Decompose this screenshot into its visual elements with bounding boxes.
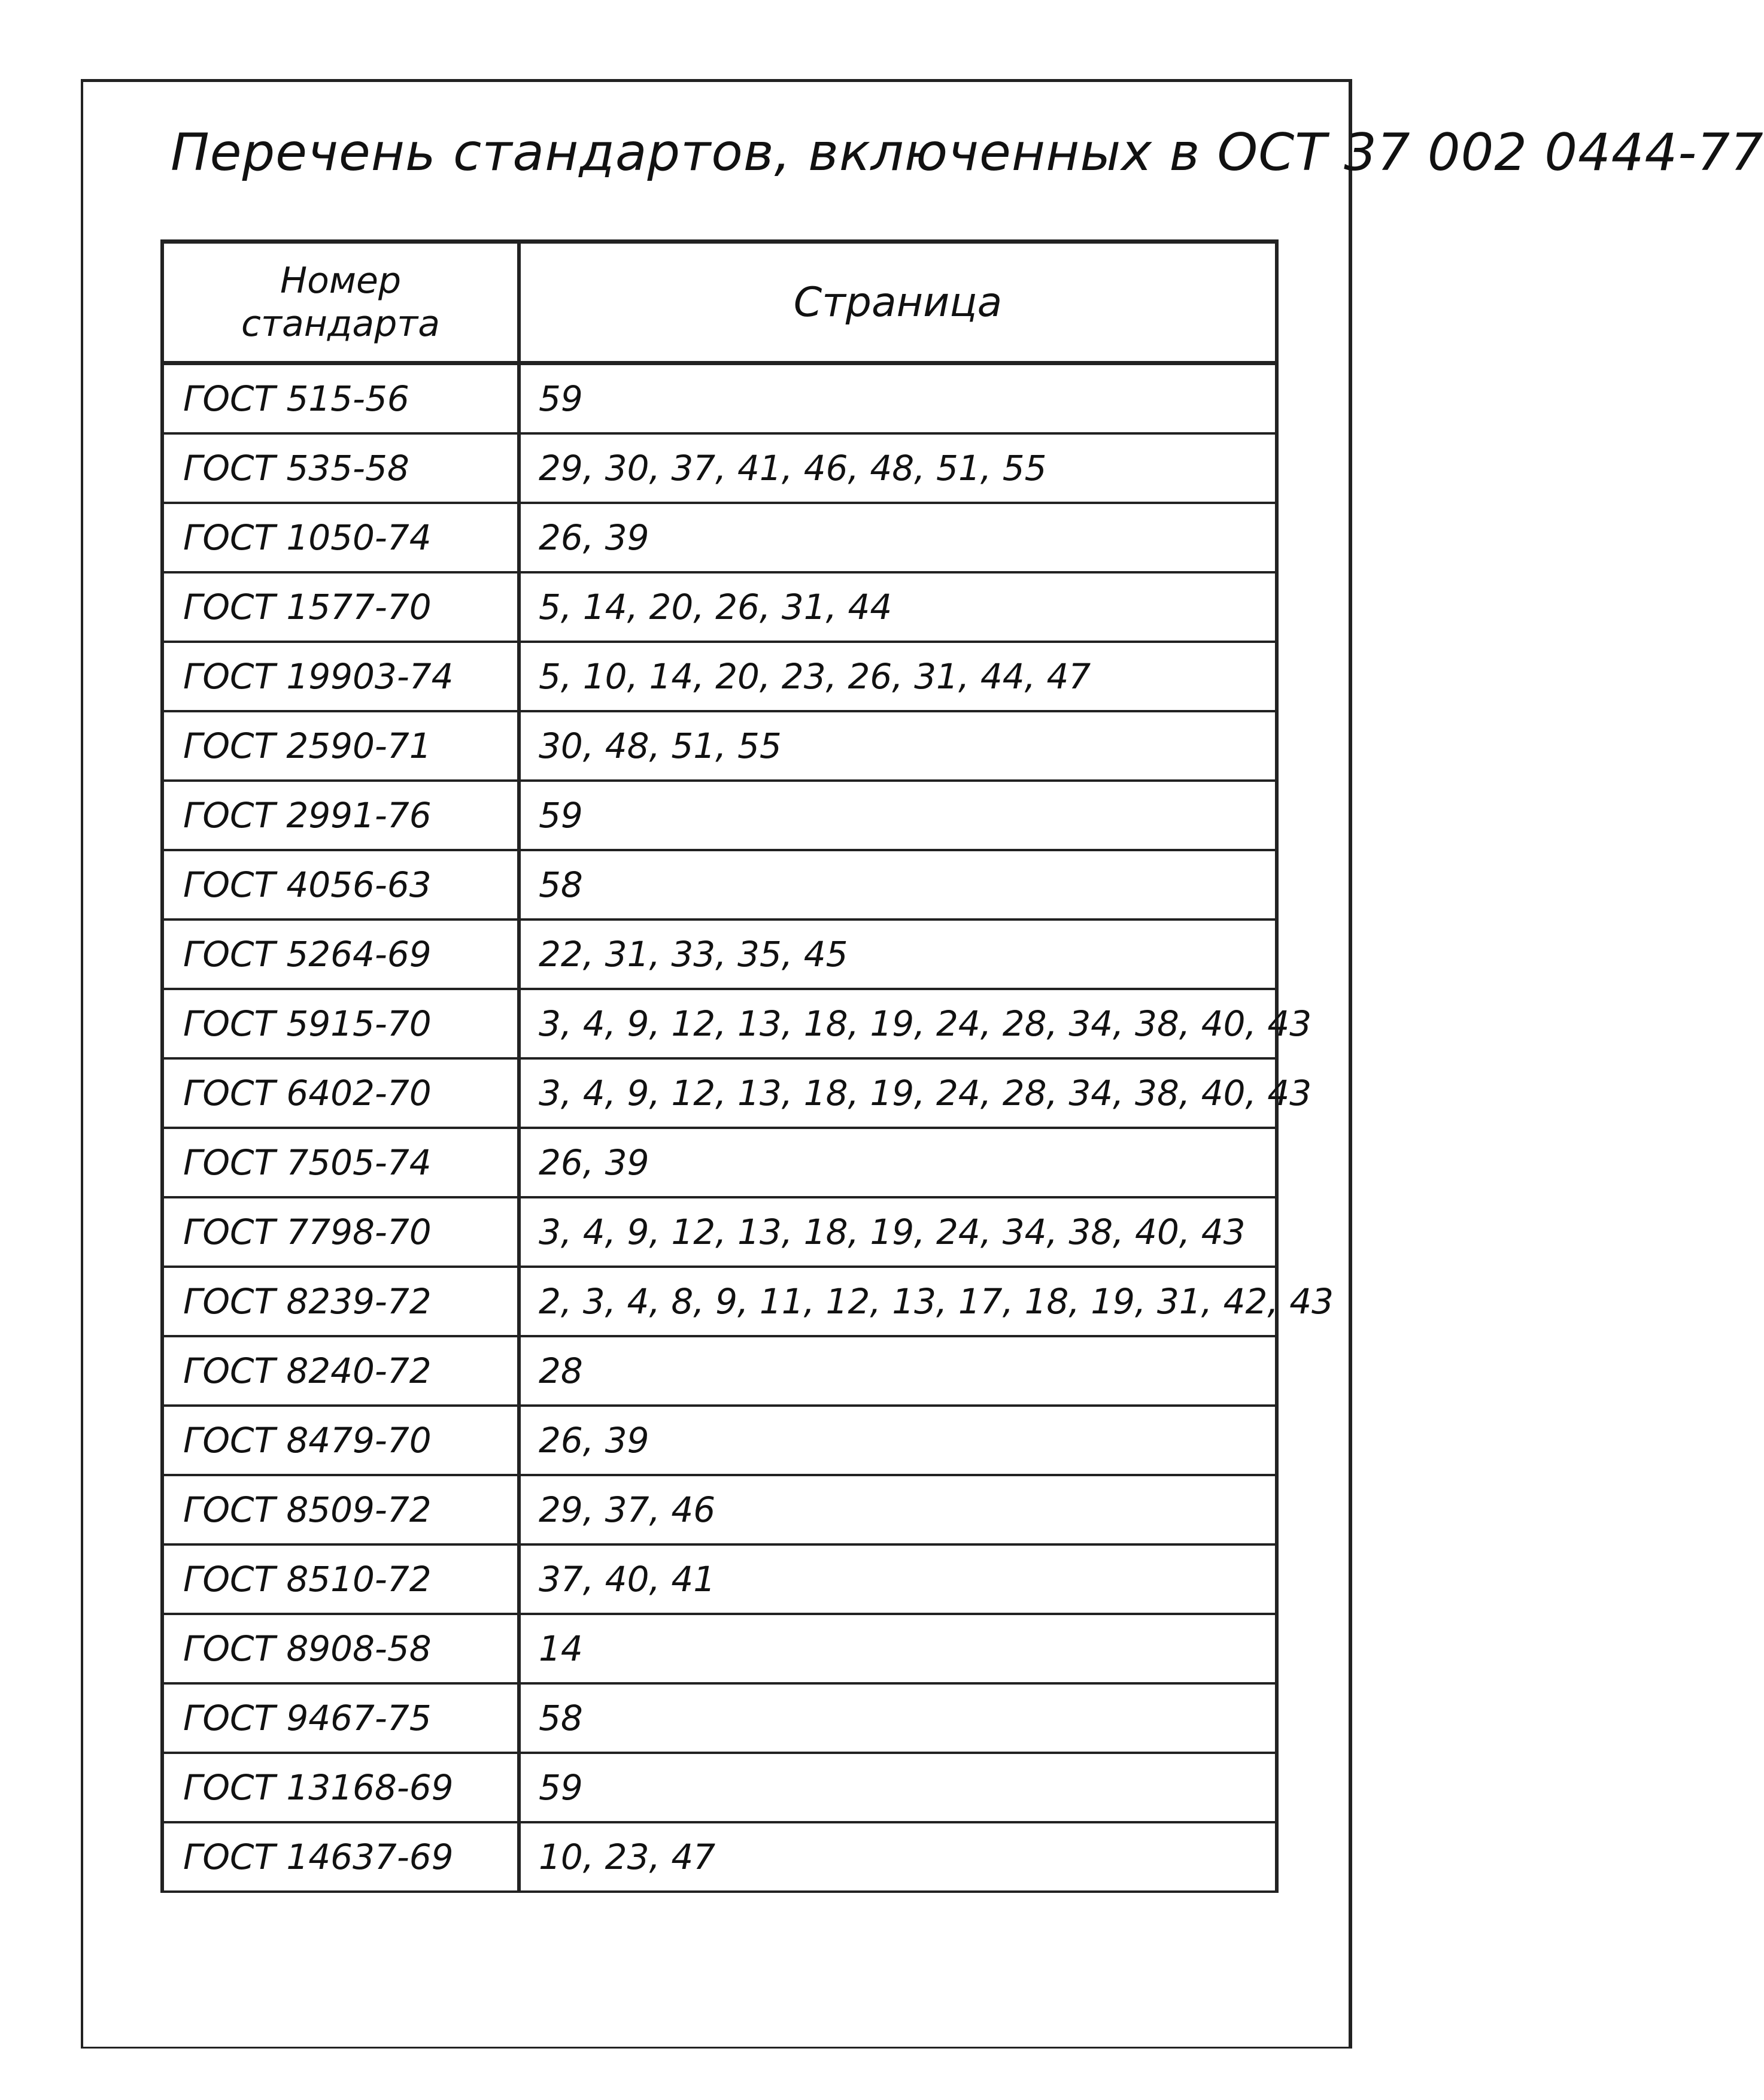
standards-table xyxy=(160,239,1334,1893)
table-row xyxy=(162,363,1277,434)
header-standard-number-line1: Номер xyxy=(280,260,402,302)
table-row xyxy=(162,1128,1277,1197)
table-row xyxy=(162,1475,1277,1544)
standard-number-cell: ГОСТ 2590-71 xyxy=(162,711,519,781)
pages-cell: 14 xyxy=(519,1614,1277,1683)
pages-cell: 2, 3, 4, 8, 9, 11, 12, 13, 17, 18, 19, 31, 42, 43 xyxy=(519,1267,1277,1336)
pages-cell: 5, 10, 14, 20, 23, 26, 31, 44, 47 xyxy=(519,642,1277,711)
pages-cell: 29, 30, 37, 41, 46, 48, 51, 55 xyxy=(519,433,1277,503)
standard-number-cell: ГОСТ 535-58 xyxy=(162,433,519,503)
standard-number-cell: ГОСТ 8479-70 xyxy=(162,1406,519,1475)
standard-number-cell: ГОСТ 8239-72 xyxy=(162,1267,519,1336)
pages-cell: 26, 39 xyxy=(519,1406,1277,1475)
header-page: Страница xyxy=(519,242,1277,363)
standard-number-cell: ГОСТ 8509-72 xyxy=(162,1475,519,1544)
standard-number-cell: ГОСТ 6402-70 xyxy=(162,1058,519,1128)
standard-number-cell: ГОСТ 8908-58 xyxy=(162,1614,519,1683)
header-standard-number xyxy=(162,242,519,363)
pages-cell: 59 xyxy=(519,363,1277,434)
standard-number-cell: ГОСТ 13168-69 xyxy=(162,1753,519,1822)
table-row xyxy=(162,989,1277,1058)
table-row xyxy=(162,1058,1277,1128)
pages-cell: 3, 4, 9, 12, 13, 18, 19, 24, 34, 38, 40, 43 xyxy=(519,1197,1277,1267)
table-row xyxy=(162,1753,1277,1822)
table-row xyxy=(162,850,1277,919)
standard-number-cell: ГОСТ 5264-69 xyxy=(162,919,519,989)
pages-cell: 37, 40, 41 xyxy=(519,1544,1277,1614)
standard-number-cell: ГОСТ 8240-72 xyxy=(162,1336,519,1406)
standard-number-cell: ГОСТ 14637-69 xyxy=(162,1822,519,1892)
standard-number-cell: ГОСТ 4056-63 xyxy=(162,850,519,919)
pages-cell: 26, 39 xyxy=(519,503,1277,572)
table-row xyxy=(162,919,1277,989)
table-row xyxy=(162,1197,1277,1267)
table-row xyxy=(162,433,1277,503)
standard-number-cell: ГОСТ 1577-70 xyxy=(162,572,519,642)
table-row xyxy=(162,781,1277,850)
table-header-row xyxy=(162,242,1277,363)
pages-cell: 5, 14, 20, 26, 31, 44 xyxy=(519,572,1277,642)
pages-cell: 59 xyxy=(519,1753,1277,1822)
standard-number-cell: ГОСТ 19903-74 xyxy=(162,642,519,711)
table-row xyxy=(162,1614,1277,1683)
pages-cell: 3, 4, 9, 12, 13, 18, 19, 24, 28, 34, 38, 40, 43 xyxy=(519,1058,1277,1128)
standard-number-cell: ГОСТ 9467-75 xyxy=(162,1683,519,1753)
table-row xyxy=(162,711,1277,781)
pages-cell: 58 xyxy=(519,1683,1277,1753)
pages-cell: 10, 23, 47 xyxy=(519,1822,1277,1892)
table-row xyxy=(162,1336,1277,1406)
table-row xyxy=(162,572,1277,642)
table-row xyxy=(162,1683,1277,1753)
pages-cell: 26, 39 xyxy=(519,1128,1277,1197)
standard-number-cell: ГОСТ 7505-74 xyxy=(162,1128,519,1197)
pages-cell: 28 xyxy=(519,1336,1277,1406)
pages-cell: 3, 4, 9, 12, 13, 18, 19, 24, 28, 34, 38, 40, 43 xyxy=(519,989,1277,1058)
standard-number-cell: ГОСТ 2991-76 xyxy=(162,781,519,850)
standard-number-cell: ГОСТ 5915-70 xyxy=(162,989,519,1058)
standard-number-cell: ГОСТ 515-56 xyxy=(162,363,519,434)
standard-number-cell: ГОСТ 7798-70 xyxy=(162,1197,519,1267)
header-standard-number-line2: стандарта xyxy=(241,303,440,345)
standard-number-cell: ГОСТ 8510-72 xyxy=(162,1544,519,1614)
page-title: Перечень стандартов, включенных в ОСТ 37 002 0444-77 xyxy=(171,123,1764,183)
pages-cell: 58 xyxy=(519,850,1277,919)
table-body xyxy=(162,363,1334,1892)
table-row xyxy=(162,503,1277,572)
pages-cell: 30, 48, 51, 55 xyxy=(519,711,1277,781)
standard-number-cell: ГОСТ 1050-74 xyxy=(162,503,519,572)
table-row xyxy=(162,1822,1277,1892)
pages-cell: 59 xyxy=(519,781,1277,850)
table-row xyxy=(162,642,1277,711)
table-row xyxy=(162,1267,1277,1336)
pages-cell: 29, 37, 46 xyxy=(519,1475,1277,1544)
table-row xyxy=(162,1406,1277,1475)
pages-cell: 22, 31, 33, 35, 45 xyxy=(519,919,1277,989)
table-row xyxy=(162,1544,1277,1614)
